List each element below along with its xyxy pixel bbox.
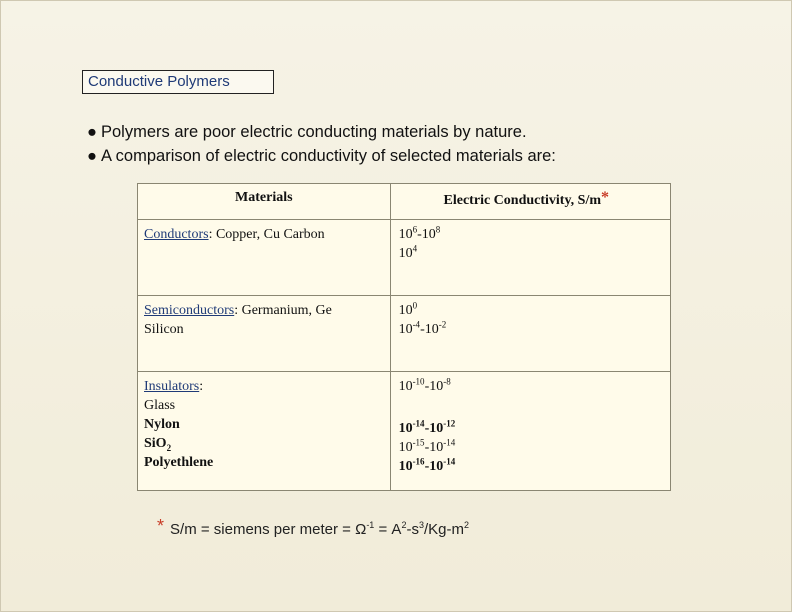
- bullet-dot-icon: ●: [87, 147, 97, 165]
- category-link[interactable]: Conductors: [144, 227, 209, 242]
- value-line: $10^4$: [398, 243, 418, 261]
- material-cell: Insulators: Glass Nylon SiO$_2$ Polyethlene: [138, 372, 391, 491]
- value-line: $10^{-16}-10^{-14}$: [398, 456, 456, 474]
- value-line: $10^{-10}-10^{-8}$: [398, 376, 451, 394]
- footnote: * S/m = siemens per meter = $\Omega^{-1} = A^2-s^3/Kg-m^2$: [157, 516, 469, 538]
- value-line: $10^{-4}-10^{-2}$: [398, 319, 447, 337]
- table-row: [138, 220, 671, 296]
- value-line: $10^{-15}-10^{-14}$: [398, 437, 456, 455]
- material-item: Glass: [144, 398, 176, 413]
- bullet-text: Polymers are poor electric conducting materials by nature.: [101, 123, 527, 141]
- table-row: [138, 296, 671, 372]
- slide-title: Conductive Polymers: [82, 70, 274, 94]
- conductivity-cell: [390, 296, 670, 372]
- material-cell: Conductors: Copper, Cu Carbon: [138, 220, 391, 296]
- material-cell: Semiconductors: Germanium, Ge Silicon: [138, 296, 391, 372]
- material-item: SiO$_2$: [144, 436, 172, 453]
- header-materials: Materials: [138, 184, 391, 220]
- conductivity-cell: [390, 220, 670, 296]
- table-row: [138, 372, 671, 491]
- bullet-dot-icon: ●: [87, 123, 97, 141]
- asterisk-icon: *: [601, 189, 610, 206]
- bullet-text: A comparison of electric conductivity of selected materials are:: [101, 147, 556, 165]
- value-line: $10^{-14}-10^{-12}$: [398, 418, 456, 436]
- value-line: $10^0$: [398, 300, 418, 318]
- material-item: Nylon: [144, 417, 180, 432]
- material-item: Polyethlene: [144, 455, 214, 470]
- bullet-list: [87, 121, 727, 169]
- conductivity-cell: [390, 372, 670, 491]
- bullet-item: [87, 145, 727, 169]
- header-conductivity: Electric Conductivity, S/m*: [390, 184, 670, 220]
- materials-table: [137, 183, 671, 491]
- category-link[interactable]: Insulators: [144, 379, 200, 394]
- bullet-item: [87, 121, 727, 145]
- value-line: $10^6-10^8$: [398, 224, 441, 242]
- table-header-row: [138, 184, 671, 220]
- category-link[interactable]: Semiconductors: [144, 303, 235, 318]
- asterisk-icon: *: [157, 516, 165, 536]
